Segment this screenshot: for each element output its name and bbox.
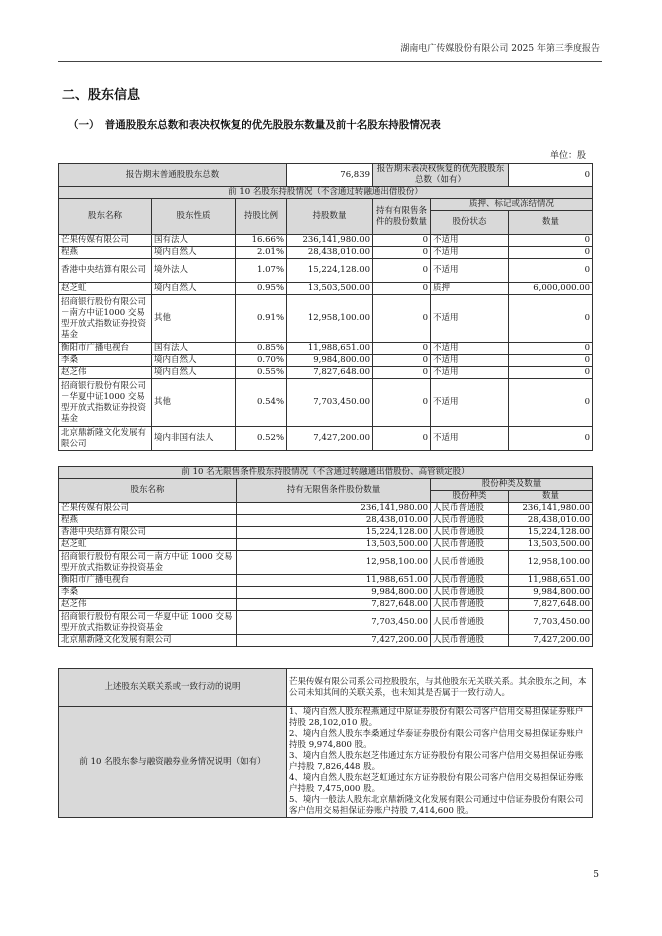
shares-held: 11,988,651.00	[287, 343, 373, 355]
share-type: 人民币普通股	[431, 575, 509, 587]
unrestricted-shareholder-name: 赵芝虹	[59, 539, 237, 551]
page-header-title: 湖南电广传媒股份有限公司 2025 年第三季度报告	[400, 44, 600, 54]
u-col-header-name: 股东名称	[59, 479, 237, 503]
share-type-quantity: 15,224,128.00	[509, 527, 593, 539]
shareholder-name: 赵芝虹	[59, 283, 152, 295]
subsection-title: （一） 普通股股东总数和表决权恢复的优先股股东数量及前十名股东持股情况表	[68, 119, 441, 131]
col-header-status: 股份状态	[431, 211, 509, 235]
shareholding-ratio: 16.66%	[236, 235, 287, 247]
shareholding-ratio: 0.52%	[236, 427, 287, 451]
unrestricted-shareholder-name: 程燕	[59, 515, 237, 527]
col-header-name: 股东名称	[59, 199, 152, 235]
shares-held: 15,224,128.00	[287, 259, 373, 283]
restricted-shares: 0	[373, 259, 431, 283]
share-type: 人民币普通股	[431, 539, 509, 551]
unrestricted-shareholder-name: 赵芝伟	[59, 599, 237, 611]
shares-held: 28,438,010.00	[287, 247, 373, 259]
shareholder-nature: 境内自然人	[152, 355, 236, 367]
top10-shareholders-table	[58, 163, 593, 451]
shareholder-name: 衡阳市广播电视台	[59, 343, 152, 355]
share-status: 不适用	[431, 295, 509, 343]
table-row	[59, 295, 593, 343]
unrestricted-shareholder-name: 李桑	[59, 587, 237, 599]
page-number: 5	[593, 870, 599, 880]
table-row	[59, 247, 593, 259]
col-header-ratio: 持股比例	[236, 199, 287, 235]
shares-held: 236,141,980.00	[287, 235, 373, 247]
summary-label-preferred: 报告期末表决权恢复的优先股股东总数（如有）	[373, 164, 509, 187]
shareholding-ratio: 0.95%	[236, 283, 287, 295]
unrestricted-shares: 13,503,500.00	[237, 539, 431, 551]
share-type: 人民币普通股	[431, 587, 509, 599]
table-row	[59, 515, 593, 527]
margin-note-item: 2、境内自然人股东李桑通过华泰证券股份有限公司客户信用交易担保证券账户持股 9,974,800 股。	[289, 729, 584, 750]
share-type-quantity: 12,958,100.00	[509, 551, 593, 575]
share-status: 不适用	[431, 343, 509, 355]
shareholder-nature: 境内自然人	[152, 367, 236, 379]
shares-held: 12,958,100.00	[287, 295, 373, 343]
share-type: 人民币普通股	[431, 551, 509, 575]
restricted-shares: 0	[373, 235, 431, 247]
pledge-quantity: 0	[509, 295, 593, 343]
u-col-header-shares: 持有无限售条件股份数量	[237, 479, 431, 503]
share-type: 人民币普通股	[431, 635, 509, 647]
table-row	[59, 503, 593, 515]
pledge-quantity: 0	[509, 247, 593, 259]
table-row	[59, 367, 593, 379]
shareholder-nature: 境外法人	[152, 259, 236, 283]
shareholding-ratio: 1.07%	[236, 259, 287, 283]
shareholder-nature: 境内自然人	[152, 283, 236, 295]
unrestricted-title: 前 10 名无限售条件股东持股情况（不含通过转融通出借股份、高管锁定股）	[59, 467, 593, 479]
unrestricted-shares: 236,141,980.00	[237, 503, 431, 515]
table-row	[59, 551, 593, 575]
share-status: 不适用	[431, 355, 509, 367]
share-status: 质押	[431, 283, 509, 295]
share-type: 人民币普通股	[431, 515, 509, 527]
table-row	[59, 635, 593, 647]
share-type-quantity: 28,438,010.00	[509, 515, 593, 527]
header-divider	[58, 61, 602, 62]
margin-note-item: 5、境内一般法人股东北京鼎新隆文化发展有限公司通过中信证券股份有限公司客户信用交易担保证券账户持股 7,414,600 股。	[289, 795, 584, 816]
unrestricted-shares: 11,988,651.00	[237, 575, 431, 587]
shareholder-name: 北京鼎新隆文化发展有限公司	[59, 427, 152, 451]
shareholder-name: 招商银行股份有限公司－南方中证1000 交易型开放式指数证券投资基金	[59, 295, 152, 343]
shareholding-ratio: 0.85%	[236, 343, 287, 355]
shareholder-name: 程燕	[59, 247, 152, 259]
unrestricted-shareholder-name: 芒果传媒有限公司	[59, 503, 237, 515]
shareholder-nature: 境内非国有法人	[152, 427, 236, 451]
pledge-quantity: 6,000,000.00	[509, 283, 593, 295]
margin-trading-text	[287, 707, 593, 818]
table-row	[59, 599, 593, 611]
col-header-pledge-group: 质押、标记或冻结情况	[431, 199, 593, 211]
restricted-shares: 0	[373, 427, 431, 451]
table-row	[59, 259, 593, 283]
unrestricted-shares: 7,703,450.00	[237, 611, 431, 635]
share-type: 人民币普通股	[431, 503, 509, 515]
table-row	[59, 427, 593, 451]
col-header-nature: 股东性质	[152, 199, 236, 235]
related-parties-text: 芒果传媒有限公司系公司控股股东，与其他股东无关联关系。其余股东之间，本公司未知其间的关联关系，也未知其是否属于一致行动人。	[287, 669, 593, 707]
table-row	[59, 611, 593, 635]
unrestricted-shares: 28,438,010.00	[237, 515, 431, 527]
u-col-header-type: 股份种类	[431, 491, 509, 503]
unrestricted-shares: 15,224,128.00	[237, 527, 431, 539]
unrestricted-shareholder-name: 招商银行股份有限公司－华夏中证 1000 交易型开放式指数证券投资基金	[59, 611, 237, 635]
shareholder-nature: 国有法人	[152, 343, 236, 355]
margin-trading-label: 前 10 名股东参与融资融券业务情况说明（如有）	[59, 707, 287, 818]
share-type-quantity: 7,703,450.00	[509, 611, 593, 635]
share-status: 不适用	[431, 427, 509, 451]
col-header-shares: 持股数量	[287, 199, 373, 235]
u-col-header-quantity: 数量	[509, 491, 593, 503]
table-row	[59, 355, 593, 367]
pledge-quantity: 0	[509, 367, 593, 379]
unit-label: 单位：股	[549, 151, 586, 161]
table-row	[59, 235, 593, 247]
shares-held: 7,827,648.00	[287, 367, 373, 379]
shareholder-name: 招商银行股份有限公司－华夏中证1000 交易型开放式指数证券投资基金	[59, 379, 152, 427]
restricted-shares: 0	[373, 367, 431, 379]
share-type-quantity: 7,427,200.00	[509, 635, 593, 647]
share-type: 人民币普通股	[431, 527, 509, 539]
share-status: 不适用	[431, 247, 509, 259]
shareholding-ratio: 0.55%	[236, 367, 287, 379]
shareholding-ratio: 0.91%	[236, 295, 287, 343]
pledge-quantity: 0	[509, 427, 593, 451]
unrestricted-shares: 12,958,100.00	[237, 551, 431, 575]
unrestricted-shares: 7,827,648.00	[237, 599, 431, 611]
unrestricted-shareholder-name: 北京鼎新隆文化发展有限公司	[59, 635, 237, 647]
share-type: 人民币普通股	[431, 599, 509, 611]
share-type-quantity: 11,988,651.00	[509, 575, 593, 587]
share-type: 人民币普通股	[431, 611, 509, 635]
restricted-shares: 0	[373, 355, 431, 367]
unrestricted-shareholder-name: 衡阳市广播电视台	[59, 575, 237, 587]
shares-held: 7,703,450.00	[287, 379, 373, 427]
restricted-shares: 0	[373, 295, 431, 343]
shareholder-name: 赵芝伟	[59, 367, 152, 379]
shareholder-name: 香港中央结算有限公司	[59, 259, 152, 283]
restricted-shares: 0	[373, 379, 431, 427]
shareholding-ratio: 2.01%	[236, 247, 287, 259]
restricted-shares: 0	[373, 343, 431, 355]
share-type-quantity: 236,141,980.00	[509, 503, 593, 515]
shareholder-name: 芒果传媒有限公司	[59, 235, 152, 247]
share-status: 不适用	[431, 367, 509, 379]
table-row	[59, 379, 593, 427]
margin-note-item: 4、境内自然人股东赵芝虹通过东方证券股份有限公司客户信用交易担保证券账户持股 7,475,000 股。	[289, 773, 584, 794]
pledge-quantity: 0	[509, 235, 593, 247]
shareholder-nature: 其他	[152, 295, 236, 343]
shareholder-nature: 国有法人	[152, 235, 236, 247]
margin-note-item: 3、境内自然人股东赵芝伟通过东方证券股份有限公司客户信用交易担保证券账户持股 7,826,448 股。	[289, 751, 584, 772]
notes-table	[58, 668, 593, 818]
table-row	[59, 283, 593, 295]
table-row	[59, 575, 593, 587]
restricted-shares: 0	[373, 283, 431, 295]
col-header-quantity: 数量	[509, 211, 593, 235]
share-type-quantity: 7,827,648.00	[509, 599, 593, 611]
summary-value-preferred: 0	[509, 164, 593, 187]
shareholding-ratio: 0.54%	[236, 379, 287, 427]
unrestricted-shareholder-name: 招商银行股份有限公司－南方中证 1000 交易型开放式指数证券投资基金	[59, 551, 237, 575]
shareholder-nature: 其他	[152, 379, 236, 427]
shareholder-nature: 境内自然人	[152, 247, 236, 259]
top10-title: 前 10 名股东持股情况（不含通过转融通出借股份）	[59, 187, 593, 199]
shares-held: 7,427,200.00	[287, 427, 373, 451]
u-col-header-type-group: 股份种类及数量	[431, 479, 593, 491]
shareholder-name: 李桑	[59, 355, 152, 367]
table-row	[59, 527, 593, 539]
shares-held: 9,984,800.00	[287, 355, 373, 367]
restricted-shares: 0	[373, 247, 431, 259]
unrestricted-shares: 9,984,800.00	[237, 587, 431, 599]
unrestricted-shares: 7,427,200.00	[237, 635, 431, 647]
pledge-quantity: 0	[509, 355, 593, 367]
pledge-quantity: 0	[509, 343, 593, 355]
share-status: 不适用	[431, 259, 509, 283]
table-row	[59, 343, 593, 355]
unrestricted-shareholder-name: 香港中央结算有限公司	[59, 527, 237, 539]
pledge-quantity: 0	[509, 379, 593, 427]
summary-label-common: 报告期末普通股股东总数	[59, 164, 287, 187]
share-type-quantity: 9,984,800.00	[509, 587, 593, 599]
table-row	[59, 587, 593, 599]
share-status: 不适用	[431, 379, 509, 427]
shares-held: 13,503,500.00	[287, 283, 373, 295]
share-status: 不适用	[431, 235, 509, 247]
pledge-quantity: 0	[509, 259, 593, 283]
shareholding-ratio: 0.70%	[236, 355, 287, 367]
margin-note-item: 1、境内自然人股东程燕通过中原证券股份有限公司客户信用交易担保证券账户持股 28,102,010 股。	[289, 707, 584, 728]
table-row	[59, 539, 593, 551]
share-type-quantity: 13,503,500.00	[509, 539, 593, 551]
unrestricted-shareholders-table	[58, 466, 593, 647]
col-header-restricted: 持有有限售条件的股份数量	[373, 199, 431, 235]
related-parties-label: 上述股东关联关系或一致行动的说明	[59, 669, 287, 707]
summary-value-common: 76,839	[287, 164, 373, 187]
section-title: 二、股东信息	[62, 88, 141, 103]
